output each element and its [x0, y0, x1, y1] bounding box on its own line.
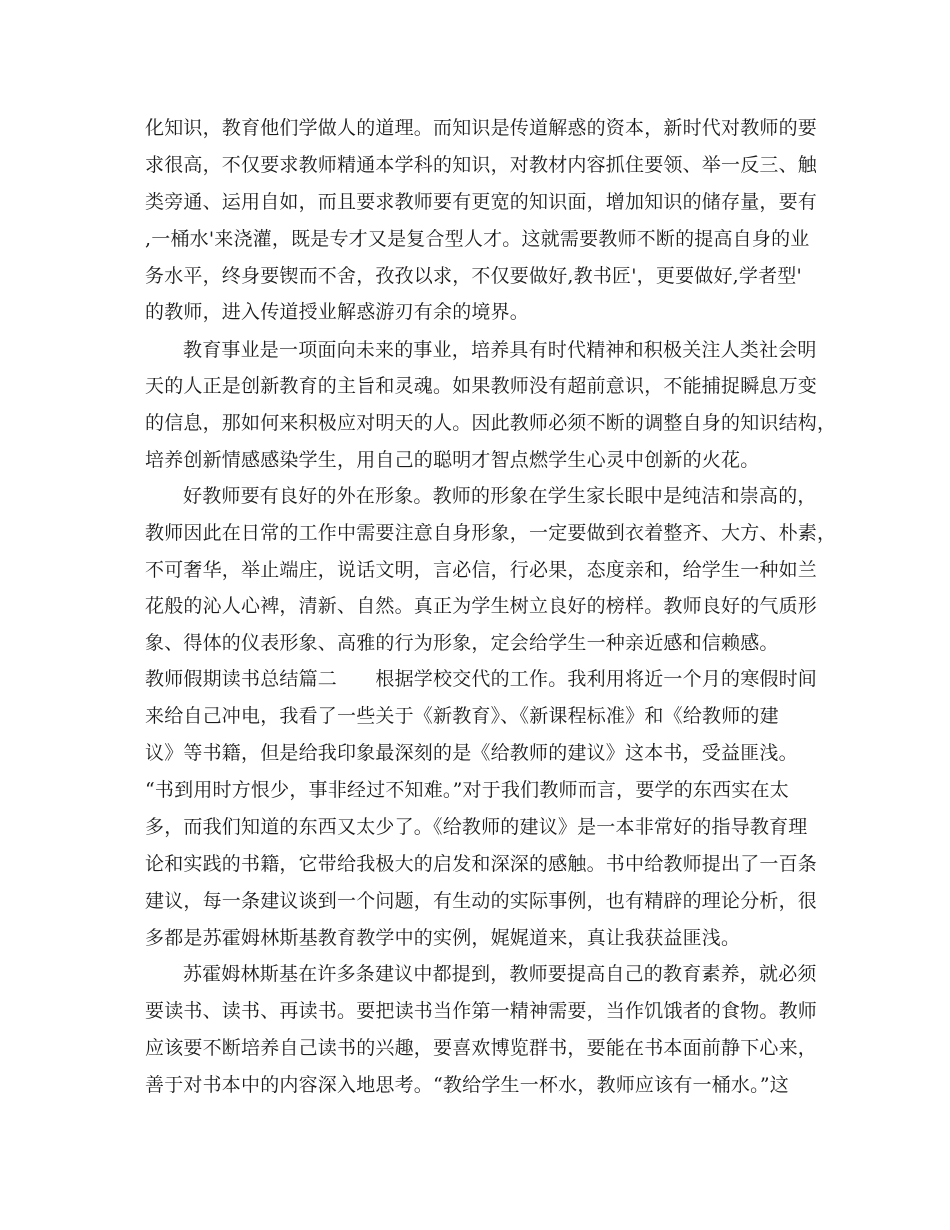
text-line: 的信息，那如何来积极应对明天的人。因此教师必须不断的调整自身的知识结构，: [145, 412, 837, 434]
text-line: 论和实践的书籍，它带给我极大的启发和深深的感触。书中给教师提出了一百条: [145, 853, 818, 875]
text-line: 教师因此在日常的工作中需要注意自身形象，一定要做到衣着整齐、大方、朴素，: [145, 522, 837, 544]
paragraph-first-line: 教育事业是一项面向未来的事业，培养具有时代精神和积极关注人类社会明: [183, 339, 817, 361]
paragraph-first-line: 好教师要有良好的外在形象。教师的形象在学生家长眼中是纯洁和崇高的，: [183, 485, 817, 507]
paragraph-first-line: 苏霍姆林斯基在许多条建议中都提到，教师要提高自己的教育素养，就必须: [183, 963, 817, 985]
text-line: 不可奢华，举止端庄，说话文明，言必信，行必果，态度亲和，给学生一种如兰: [145, 559, 818, 581]
text-line: 求很高，不仅要求教师精通本学科的知识，对教材内容抓住要领、举一反三、触: [145, 154, 818, 176]
text-line: “书到用时方恨少，事非经过不知难。”对于我们教师而言，要学的东西实在太: [145, 779, 789, 801]
text-line: 善于对书本中的内容深入地思考。“教给学生一杯水，教师应该有一桶水。”这: [145, 1074, 789, 1096]
text-line: 天的人正是创新教育的主旨和灵魂。如果教师没有超前意识，不能捕捉瞬息万变: [145, 375, 818, 397]
text-line: 培养创新情感感染学生，用自己的聪明才智点燃学生心灵中创新的火花。: [145, 449, 760, 471]
text-line: 多都是苏霍姆林斯基教育教学中的实例，娓娓道来，真让我获益匪浅。: [145, 927, 741, 949]
text-line: 要读书、读书、再读书。要把读书当作第一精神需要，当作饥饿者的食物。教师: [145, 1000, 818, 1022]
text-line: 建议，每一条建议谈到一个问题，有生动的实际事例，也有精辟的理论分析，很: [145, 890, 818, 912]
text-line: 应该要不断培养自己读书的兴趣，要喜欢博览群书，要能在书本面前静下心来，: [145, 1037, 818, 1059]
text-line: 类旁通、运用自如，而且要求教师要有更宽的知识面，增加知识的储存量，要有: [145, 191, 818, 213]
text-line: ,一桶水'来浇灌，既是专才又是复合型人才。这就需要教师不断的提高自身的业: [145, 228, 810, 250]
text-line: 象、得体的仪表形象、高雅的行为形象，定会给学生一种亲近感和信赖感。: [145, 632, 779, 654]
text-line: 花般的沁人心裨，清新、自然。真正为学生树立良好的榜样。教师良好的气质形: [145, 595, 818, 617]
text-line: 多，而我们知道的东西又太少了。《给教师的建议》是一本非常好的指导教育理: [145, 816, 808, 838]
text-line: 的教师，进入传道授业解惑游刃有余的境界。: [145, 301, 530, 323]
text-line: 来给自己冲电，我看了一些关于《新教育》、《新课程标准》和《给教师的建: [145, 705, 779, 727]
text-line: 议》等书籍，但是给我印象最深刻的是《给教师的建议》这本书，受益匪浅。: [145, 742, 798, 764]
text-line: 化知识，教育他们学做人的道理。而知识是传道解惑的资本，新时代对教师的要: [145, 117, 818, 139]
text-line: 务水平，终身要锲而不舍，孜孜以求，不仅要做好,教书匠'，更要做好,学者型': [145, 265, 802, 287]
section-heading-line: 教师假期读书总结篇二 根据学校交代的工作。我利用将近一个月的寒假时间: [145, 668, 818, 690]
